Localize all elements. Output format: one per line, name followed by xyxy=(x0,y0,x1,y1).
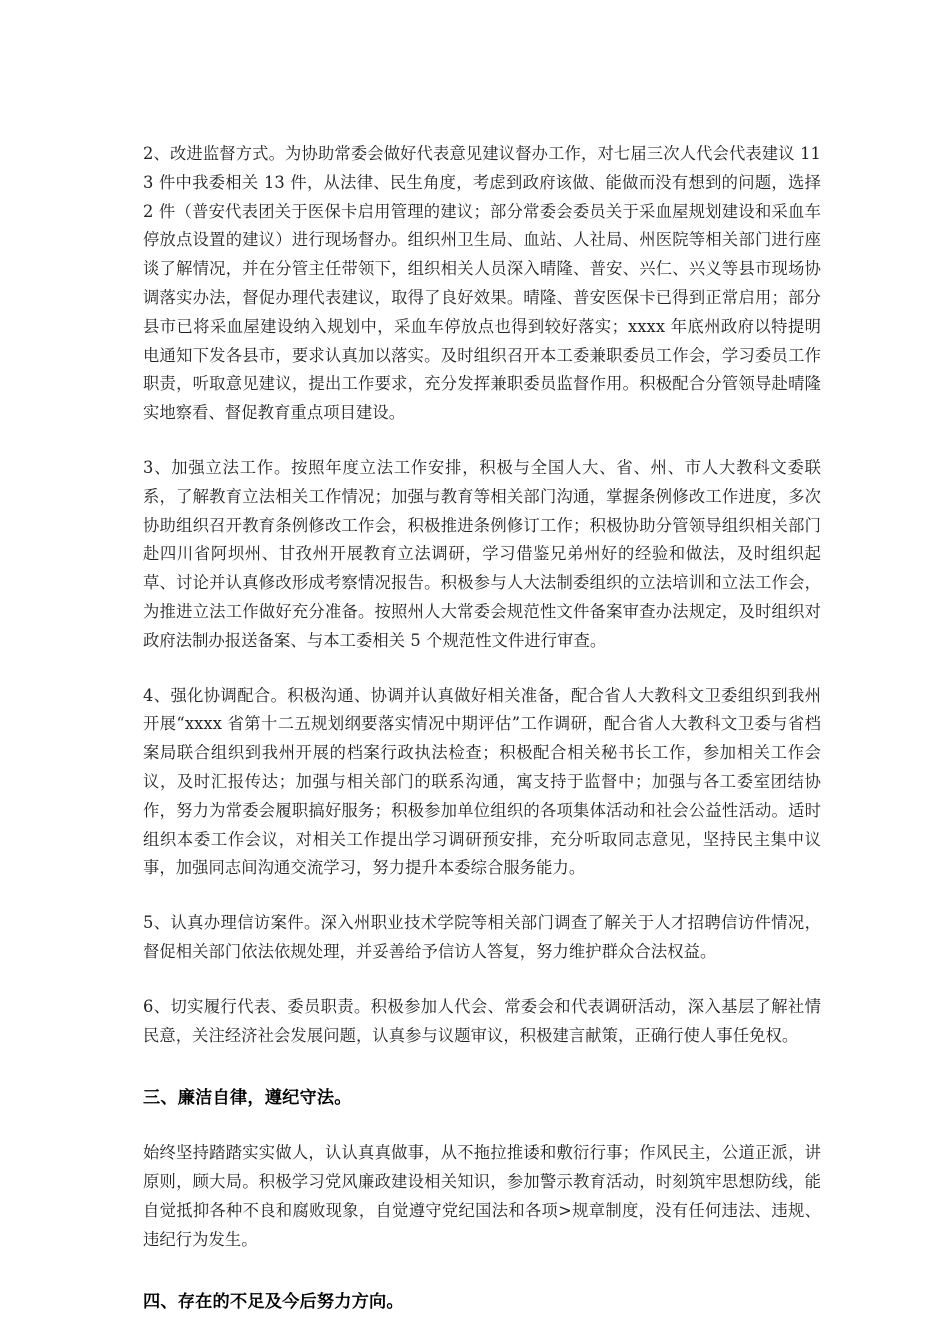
section-heading-three: 三、廉洁自律，遵纪守法。 xyxy=(143,1088,352,1109)
document-body xyxy=(143,140,821,1343)
paragraph-item-4: 4、强化协调配合。积极沟通、协调并认真做好相关准备，配合省人大教科文卫委组织到我州开展“xxxx 省第十二五规划纲要落实情况中期评估”工作调研，配合省人大教科文卫委与省档案局联合组织到我州开展的档案行政执法检查；积极配合相关秘书长工作，参加相关工作会议，及时汇报传达；加强与相关部门的联系沟通，寓支持于监督中；加强与各工委室团结协作，努力为常委会履职搞好服务；积极参加单位组织的各项集体活动和社会公益性活动。适时组织本委工作会议，对相关工作提出学习调研预安排，充分听取同志意见，坚持民主集中议事，加强同志间沟通交流学习，努力提升本委综合服务能力。 xyxy=(143,685,821,878)
paragraph-item-3: 3、加强立法工作。按照年度立法工作安排，积极与全国人大、省、州、市人大教科文委联系，了解教育立法相关工作情况；加强与教育等相关部门沟通，掌握条例修改工作进度，多次协助组织召开教育条例修改工作会，积极推进条例修订工作；积极协助分管领导组织相关部门赴四川省阿坝州、甘孜州开展教育立法调研，学习借鉴兄弟州好的经验和做法，及时组织起草、讨论并认真修改形成考察情况报告。积极参与人大法制委组织的立法培训和立法工作会，为推进立法工作做好充分准备。按照州人大常委会规范性文件备案审查办法规定，及时组织对政府法制办报送备案、与本工委相关 5 个规范性文件进行审查。 xyxy=(143,457,821,650)
paragraph-item-5: 5、认真办理信访案件。深入州职业技术学院等相关部门调查了解关于人才招聘信访件情况，督促相关部门依法依规处理，并妥善给予信访人答复，努力维护群众合法权益。 xyxy=(143,913,821,961)
section-heading-four: 四、存在的不足及今后努力方向。 xyxy=(143,1292,404,1313)
paragraph-item-2: 2、改进监督方式。为协助常委会做好代表意见建议督办工作，对七届三次人代会代表建议 113 件中我委相关 13 件，从法律、民生角度，考虑到政府该做、能做而没有想到的问题，选择 2 件（普安代表团关于医保卡启用管理的建议；部分常委会委员关于采血屋规划建设和采血车停放点设置的建议）进行现场督办。组织州卫生局、血站、人社局、州医院等相关部门进行座谈了解情况，并在分管主任带领下，组织相关人员深入晴隆、普安、兴仁、兴义等县市现场协调落实办法，督促办理代表建议，取得了良好效果。晴隆、普安医保卡已得到正常启用；部分县市已将采血屋建设纳入规划中，采血车停放点也得到较好落实；xxxx 年底州政府以特提明电通知下发各县市，要求认真加以落实。及时组织召开本工委兼职委员工作会，学习委员工作职责，听取意见建议，提出工作要求，充分发挥兼职委员监督作用。积极配合分管领导赴晴隆实地察看、督促教育重点项目建设。 xyxy=(143,144,821,423)
paragraph-item-6: 6、切实履行代表、委员职责。积极参加人代会、常委会和代表调研活动，深入基层了解社情民意，关注经济社会发展问题，认真参与议题审议，积极建言献策，正确行使人事任免权。 xyxy=(143,996,821,1045)
paragraph-section-three-body: 始终坚持踏踏实实做人，认认真真做事，从不拖拉推诿和敷衍行事；作风民主，公道正派，讲原则，顾大局。积极学习党风廉政建设相关知识，参加警示教育活动，时刻筑牢思想防线，能自觉抵抑各种不良和腐败现象，自觉遵守党纪国法和各项>规章制度，没有任何违法、违规、违纪行为发生。 xyxy=(143,1143,821,1249)
